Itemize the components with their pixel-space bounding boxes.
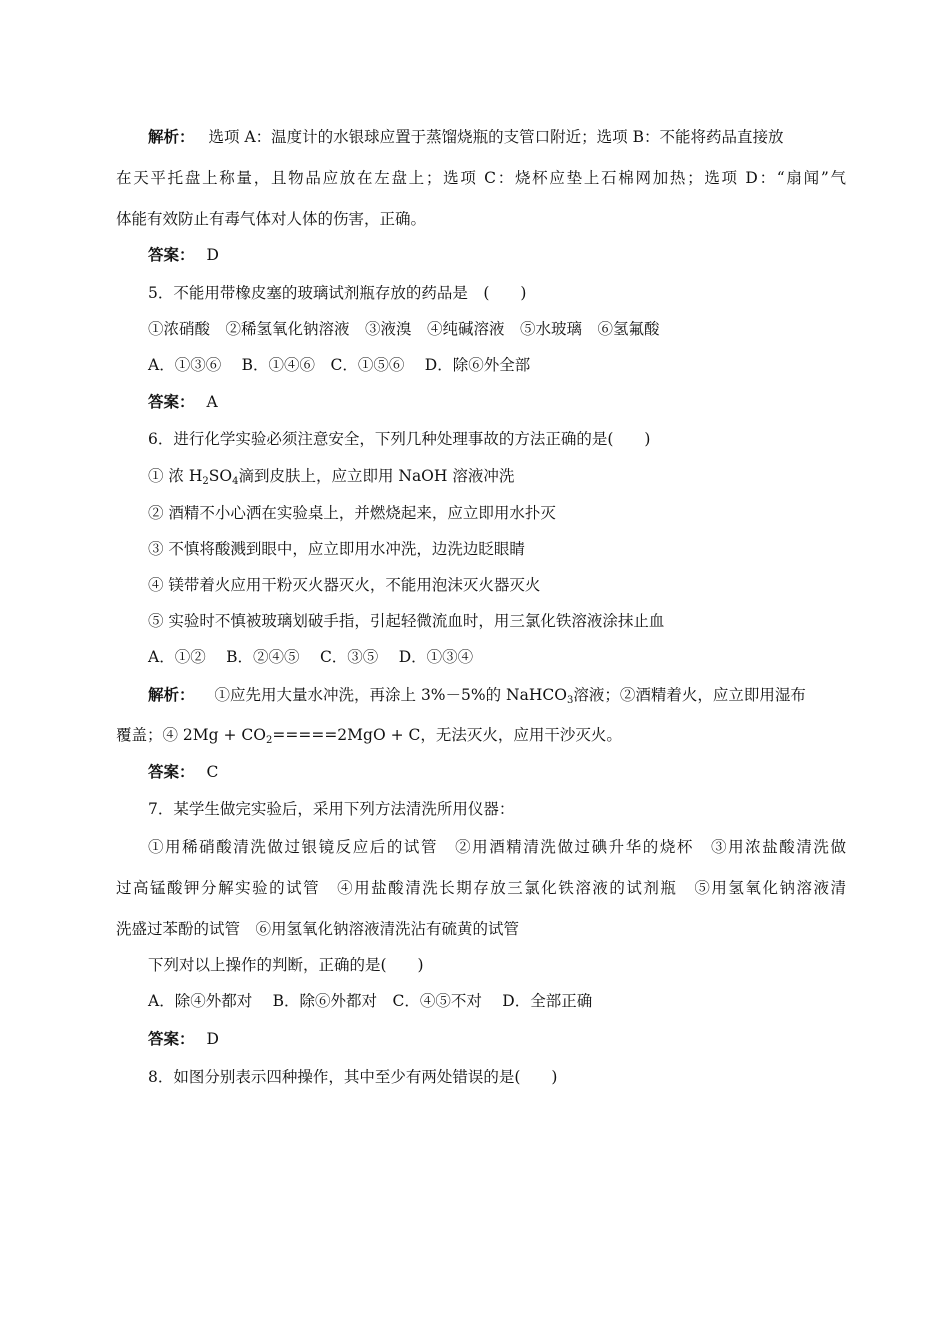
q6-item-1-part-c: 滴到皮肤上，应立即用 NaOH 溶液冲洗 — [238, 467, 515, 485]
q6-analysis-text-2a: 覆盖；④ 2Mg + CO — [116, 726, 266, 744]
q4-answer — [148, 245, 219, 265]
q7-answer — [148, 1029, 219, 1049]
q6-item-5: ⑤ 实验时不慎被玻璃划破手指，引起轻微流血时，用三氯化铁溶液涂抹止血 — [148, 612, 665, 630]
q6-item-4: ④ 镁带着火应用干粉灭火器灭火，不能用泡沫灭火器灭火 — [148, 576, 541, 594]
q6-item-3: ③ 不慎将酸溅到眼中，应立即用水冲洗，边洗边眨眼睛 — [148, 540, 525, 558]
q6-stem: 6．进行化学实验必须注意安全，下列几种处理事故的方法正确的是( ) — [148, 430, 651, 448]
q7-items-line-1: ①用稀硝酸清洗做过银镜反应后的试管 ②用酒精清洗做过碘升华的烧杯 ③用浓盐酸清洗做 — [148, 838, 846, 856]
q5-options: A．①③⑥ B．①④⑥ C．①⑤⑥ D．除⑥外全部 — [148, 356, 531, 374]
q5-answer — [148, 392, 218, 412]
q6-analysis-line-2 — [116, 725, 622, 745]
q4-answer-value: D — [206, 246, 219, 264]
q7-stem: 7．某学生做完实验后，采用下列方法清洗所用仪器： — [148, 800, 515, 818]
q6-item-1-part-b: SO — [208, 467, 233, 485]
q6-item-1-sub-2: 4 — [232, 476, 239, 487]
q6-item-2: ② 酒精不小心洒在实验桌上，并燃烧起来，应立即用水扑灭 — [148, 504, 556, 522]
q4-analysis-line-1 — [148, 127, 846, 147]
q7-options: A．除④外都对 B．除⑥外都对 C．④⑤不对 D．全部正确 — [148, 992, 593, 1010]
q6-answer-value: C — [206, 763, 219, 781]
q6-answer — [148, 762, 218, 782]
q7-question: 下列对以上操作的判断，正确的是( ) — [148, 956, 424, 974]
q6-item-1 — [148, 466, 514, 486]
q7-answer-value: D — [206, 1030, 219, 1048]
q4-analysis-label: 解析： — [148, 127, 195, 146]
q5-answer-value: A — [206, 393, 218, 411]
q6-analysis-sub-2: 2 — [266, 735, 273, 746]
q5-items: ①浓硝酸 ②稀氢氧化钠溶液 ③液溴 ④纯碱溶液 ⑤水玻璃 ⑥氢氟酸 — [148, 320, 660, 338]
q6-options: A．①② B．②④⑤ C．③⑤ D．①③④ — [148, 648, 474, 666]
q6-analysis-line-1 — [148, 685, 846, 705]
q4-analysis-text-1: 选项 A：温度计的水银球应置于蒸馏烧瓶的支管口附近；选项 B：不能将药品直接放 — [208, 128, 784, 146]
q6-item-1-part-a: ① 浓 H — [148, 467, 203, 485]
q5-stem: 5．不能用带橡皮塞的玻璃试剂瓶存放的药品是 ( ) — [148, 284, 527, 302]
q4-answer-label: 答案： — [148, 245, 195, 264]
q6-item-1-sub-1: 2 — [202, 476, 209, 487]
q6-answer-label: 答案： — [148, 762, 195, 781]
q7-answer-label: 答案： — [148, 1029, 195, 1048]
q6-analysis-sub-1: 3 — [566, 695, 574, 706]
q5-answer-label: 答案： — [148, 392, 195, 411]
q4-analysis-line-3: 体能有效防止有毒气体对人体的伤害，正确。 — [116, 210, 427, 228]
q6-analysis-text-1b: 溶液；②酒精着火，应立即用湿布 — [573, 686, 806, 704]
q4-analysis-line-2: 在天平托盘上称量，且物品应放在左盘上；选项 C：烧杯应垫上石棉网加热；选项 D：“扇闻”气 — [116, 169, 846, 187]
q7-items-line-3: 洗盛过苯酚的试管 ⑥用氢氧化钠溶液清洗沾有硫黄的试管 — [116, 920, 520, 938]
q6-analysis-text-2b: =====2MgO + C，无法灭火，应用干沙灭火。 — [272, 726, 622, 744]
q6-analysis-label: 解析： — [148, 685, 195, 704]
q6-analysis-text-1a: ①应先用大量水冲洗，再涂上 3%－5%的 NaHCO — [214, 686, 567, 704]
q7-items-line-2: 过高锰酸钾分解实验的试管 ④用盐酸清洗长期存放三氯化铁溶液的试剂瓶 ⑤用氢氧化钠溶液清 — [116, 879, 846, 897]
q8-stem: 8．如图分别表示四种操作，其中至少有两处错误的是( ) — [148, 1068, 558, 1086]
